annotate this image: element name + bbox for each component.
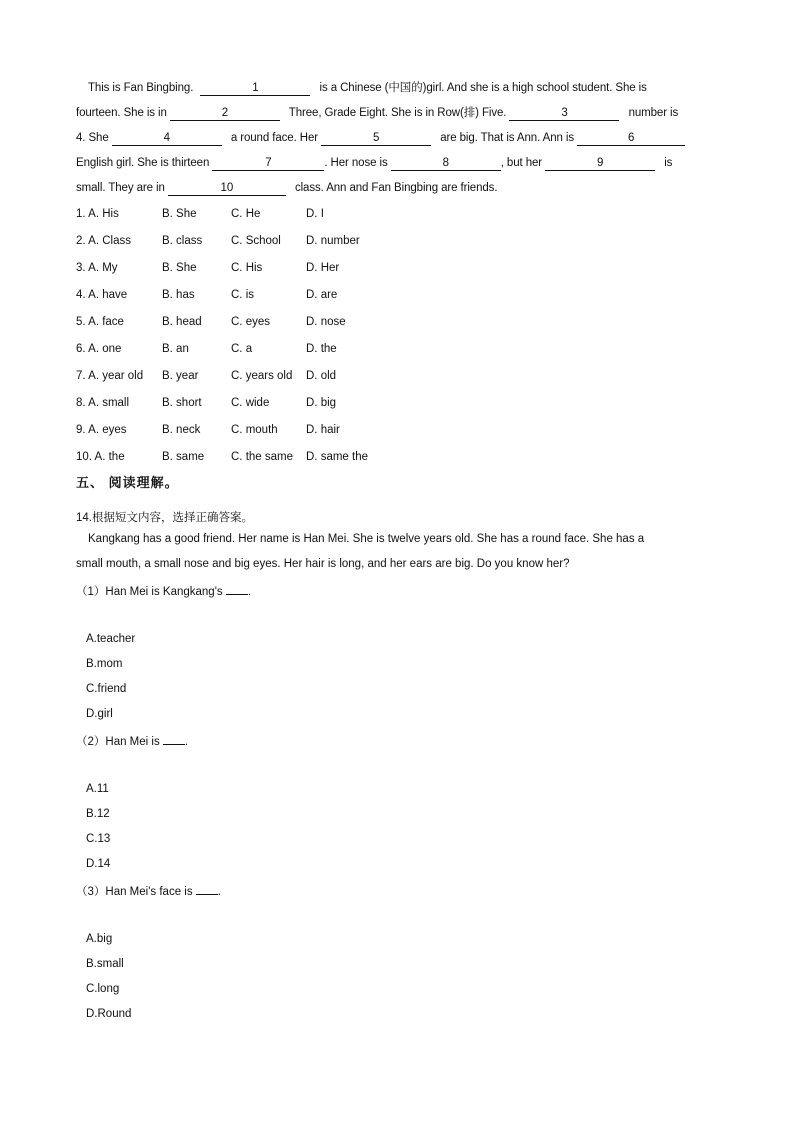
option-choice[interactable]: D. I <box>306 208 324 220</box>
question-stem: （1）Han Mei is Kangkang's . <box>76 586 252 598</box>
option-choice[interactable]: 9. A. eyes <box>76 424 127 436</box>
answer-blank[interactable] <box>163 734 185 745</box>
answer-choice[interactable]: A.11 <box>86 783 109 795</box>
answer-choice[interactable]: A.teacher <box>86 633 136 645</box>
option-choice[interactable]: B. She <box>162 262 197 274</box>
option-choice[interactable]: D. same the <box>306 451 368 463</box>
blank-8[interactable]: 8 <box>391 156 501 171</box>
option-choice[interactable]: D. old <box>306 370 337 382</box>
option-choice[interactable]: C. is <box>231 289 254 301</box>
option-choice[interactable]: C. eyes <box>231 316 270 328</box>
option-choice[interactable]: 4. A. have <box>76 289 128 301</box>
option-choice[interactable]: D. big <box>306 397 337 409</box>
option-choice[interactable]: B. head <box>162 316 202 328</box>
blank-3[interactable]: 3 <box>509 106 619 121</box>
option-choice[interactable]: D. nose <box>306 316 346 328</box>
answer-choice[interactable]: C.13 <box>86 833 111 845</box>
option-choice[interactable]: B. She <box>162 208 197 220</box>
option-choice[interactable]: 2. A. Class <box>76 235 131 247</box>
cloze-line-1: This is Fan Bingbing. 1 is a Chinese (中国的)girl. And she is a high school student. She is <box>88 82 647 94</box>
option-choice[interactable]: B. an <box>162 343 189 355</box>
option-choice[interactable]: D. the <box>306 343 337 355</box>
blank-5[interactable]: 5 <box>321 131 431 146</box>
cloze-line-3: 4. She 4 a round face. Her 5 are big. That is Ann. Ann is 6 <box>76 126 720 151</box>
blank-9[interactable]: 9 <box>545 156 655 171</box>
option-choice[interactable]: 3. A. My <box>76 262 118 274</box>
option-choice[interactable]: C. His <box>231 262 263 274</box>
option-choice[interactable]: 8. A. small <box>76 397 130 409</box>
option-choice[interactable]: C. the same <box>231 451 293 463</box>
option-choice[interactable]: D. are <box>306 289 338 301</box>
option-choice[interactable]: 7. A. year old <box>76 370 144 382</box>
answer-choice[interactable]: D.14 <box>86 858 111 870</box>
option-choice[interactable]: D. hair <box>306 424 340 436</box>
blank-1[interactable]: 1 <box>200 81 310 96</box>
section-title: 五、 阅读理解。 <box>76 475 179 490</box>
question-stem: （3）Han Mei's face is . <box>76 886 221 898</box>
passage-line-2: small mouth, a small nose and big eyes. Her hair is long, and her ears are big. Do you know her? <box>76 558 570 570</box>
answer-blank[interactable] <box>196 884 218 895</box>
blank-2[interactable]: 2 <box>170 106 280 121</box>
option-choice[interactable]: C. a <box>231 343 253 355</box>
answer-choice[interactable]: D.girl <box>86 708 113 720</box>
answer-choice[interactable]: B.mom <box>86 658 123 670</box>
blank-6[interactable]: 6 <box>577 131 685 146</box>
answer-choice[interactable]: C.long <box>86 983 120 995</box>
answer-choice[interactable]: D.Round <box>86 1008 132 1020</box>
option-choice[interactable]: C. wide <box>231 397 270 409</box>
reading-instruction: 14.根据短文内容，选择正确答案。 <box>76 512 253 524</box>
option-choice[interactable]: B. same <box>162 451 205 463</box>
cloze-line-4: English girl. She is thirteen 7 . Her nose is 8 , but her 9 is <box>76 157 673 169</box>
option-choice[interactable]: D. Her <box>306 262 340 274</box>
option-choice[interactable]: B. short <box>162 397 202 409</box>
cloze-line-5: small. They are in 10 class. Ann and Fan Bingbing are friends. <box>76 182 498 194</box>
option-choice[interactable]: B. neck <box>162 424 201 436</box>
option-choice[interactable]: 1. A. His <box>76 208 119 220</box>
cloze-passage <box>76 76 720 201</box>
option-choice[interactable]: B. year <box>162 370 199 382</box>
cloze-line-2: fourteen. She is in 2 Three, Grade Eight. She is in Row(排) Five. 3 number is <box>76 107 679 119</box>
answer-choice[interactable]: B.small <box>86 958 124 970</box>
blank-10[interactable]: 10 <box>168 181 286 196</box>
question-stem: （2）Han Mei is . <box>76 736 189 748</box>
option-choice[interactable]: 6. A. one <box>76 343 122 355</box>
option-choice[interactable]: B. class <box>162 235 203 247</box>
answer-choice[interactable]: C.friend <box>86 683 127 695</box>
option-choice[interactable]: D. number <box>306 235 360 247</box>
blank-4[interactable]: 4 <box>112 131 222 146</box>
option-choice[interactable]: 5. A. face <box>76 316 124 328</box>
option-choice[interactable]: 10. A. the <box>76 451 125 463</box>
blank-7[interactable]: 7 <box>212 156 324 171</box>
answer-blank[interactable] <box>226 584 248 595</box>
answer-choice[interactable]: A.big <box>86 933 113 945</box>
option-choice[interactable]: C. School <box>231 235 281 247</box>
option-choice[interactable]: C. mouth <box>231 424 278 436</box>
answer-choice[interactable]: B.12 <box>86 808 110 820</box>
passage-line-1: Kangkang has a good friend. Her name is Han Mei. She is twelve years old. She has a round face. She has a <box>88 533 645 545</box>
option-choice[interactable]: C. He <box>231 208 261 220</box>
option-choice[interactable]: B. has <box>162 289 195 301</box>
option-choice[interactable]: C. years old <box>231 370 293 382</box>
